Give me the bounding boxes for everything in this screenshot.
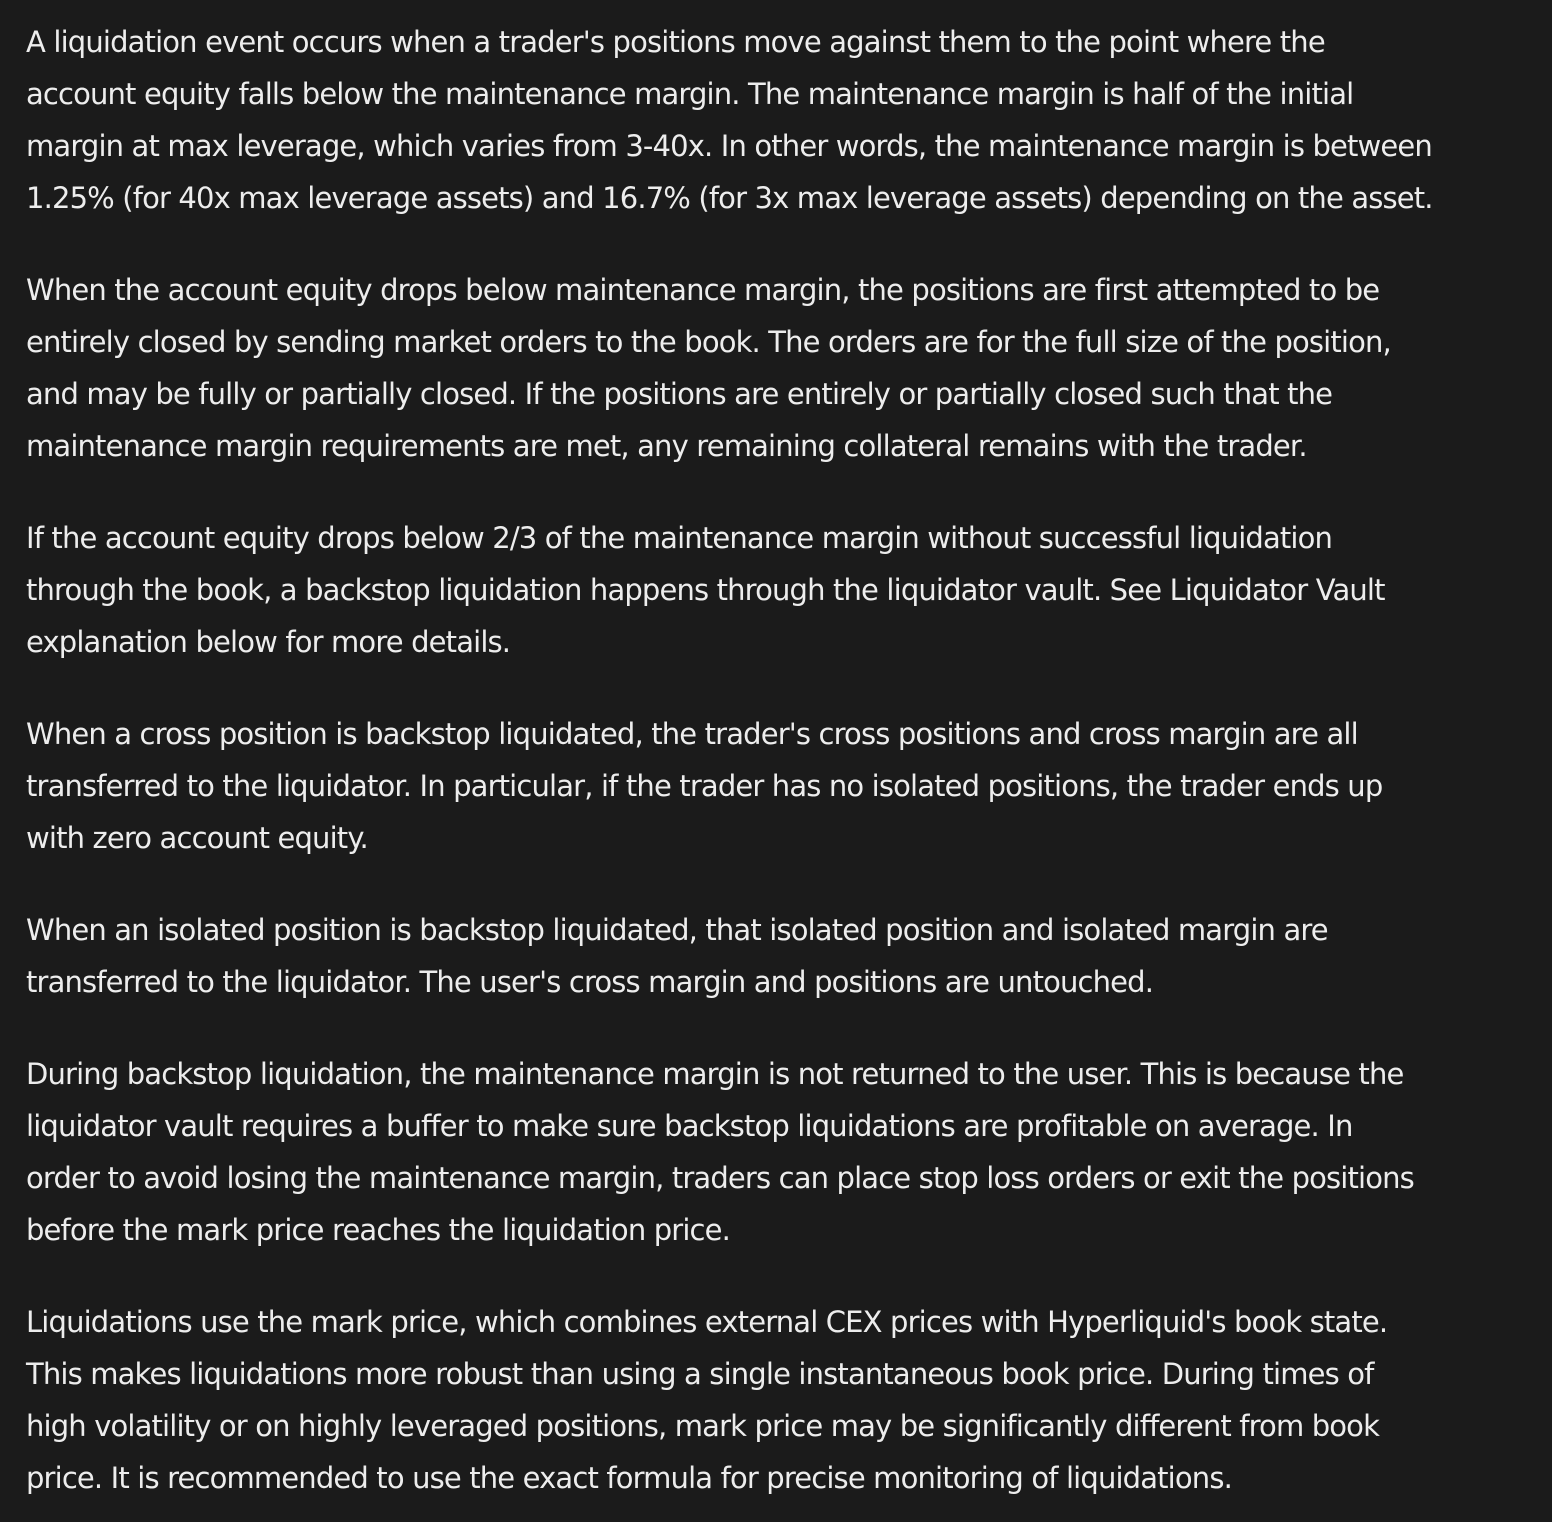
text-line: During backstop liquidation, the maintenance margin is not returned to the user. This is because the: [26, 1057, 1404, 1091]
text-line: 1.25% (for 40x max leverage assets) and 16.7% (for 3x max leverage assets) depending on the asset.: [26, 181, 1433, 215]
text-line: When an isolated position is backstop liquidated, that isolated position and isolated margin are: [26, 913, 1328, 947]
text-line: margin at max leverage, which varies from 3-40x. In other words, the maintenance margin is between: [26, 129, 1432, 163]
paragraph-isolated-position: [26, 904, 1552, 1008]
paragraph-mark-price: [26, 1296, 1552, 1504]
text-line: When the account equity drops below maintenance margin, the positions are first attempted to be: [26, 273, 1380, 307]
text-line: transferred to the liquidator. In particular, if the trader has no isolated positions, the trader ends up: [26, 769, 1383, 803]
text-line: This makes liquidations more robust than using a single instantaneous book price. During times of: [26, 1357, 1374, 1391]
text-line: high volatility or on highly leveraged positions, mark price may be significantly different from book: [26, 1409, 1380, 1443]
text-line: before the mark price reaches the liquidation price.: [26, 1213, 731, 1247]
paragraph-maintenance-margin: [26, 1048, 1552, 1256]
paragraph-market-orders: [26, 264, 1552, 472]
text-line: Liquidations use the mark price, which combines external CEX prices with Hyperliquid's book state.: [26, 1305, 1388, 1339]
paragraph-liquidation-event: [26, 16, 1552, 224]
text-line: transferred to the liquidator. The user's cross margin and positions are untouched.: [26, 965, 1154, 999]
text-line: explanation below for more details.: [26, 625, 511, 659]
text-line: with zero account equity.: [26, 821, 368, 855]
paragraph-cross-position: [26, 708, 1552, 864]
text-line: entirely closed by sending market orders to the book. The orders are for the full size of the position,: [26, 325, 1391, 359]
paragraph-backstop-liquidation: [26, 512, 1552, 668]
text-line: price. It is recommended to use the exact formula for precise monitoring of liquidations.: [26, 1461, 1232, 1495]
text-line: through the book, a backstop liquidation happens through the liquidator vault. See Liquidator Vault: [26, 573, 1385, 607]
text-line: When a cross position is backstop liquidated, the trader's cross positions and cross margin are all: [26, 717, 1358, 751]
text-line: A liquidation event occurs when a trader's positions move against them to the point where the: [26, 25, 1325, 59]
text-line: maintenance margin requirements are met, any remaining collateral remains with the trader.: [26, 429, 1307, 463]
text-line: account equity falls below the maintenance margin. The maintenance margin is half of the initial: [26, 77, 1354, 111]
text-line: liquidator vault requires a buffer to make sure backstop liquidations are profitable on average. In: [26, 1109, 1353, 1143]
text-line: and may be fully or partially closed. If the positions are entirely or partially closed such that the: [26, 377, 1333, 411]
text-line: If the account equity drops below 2/3 of the maintenance margin without successful liquidation: [26, 521, 1333, 555]
text-line: order to avoid losing the maintenance margin, traders can place stop loss orders or exit the positions: [26, 1161, 1414, 1195]
